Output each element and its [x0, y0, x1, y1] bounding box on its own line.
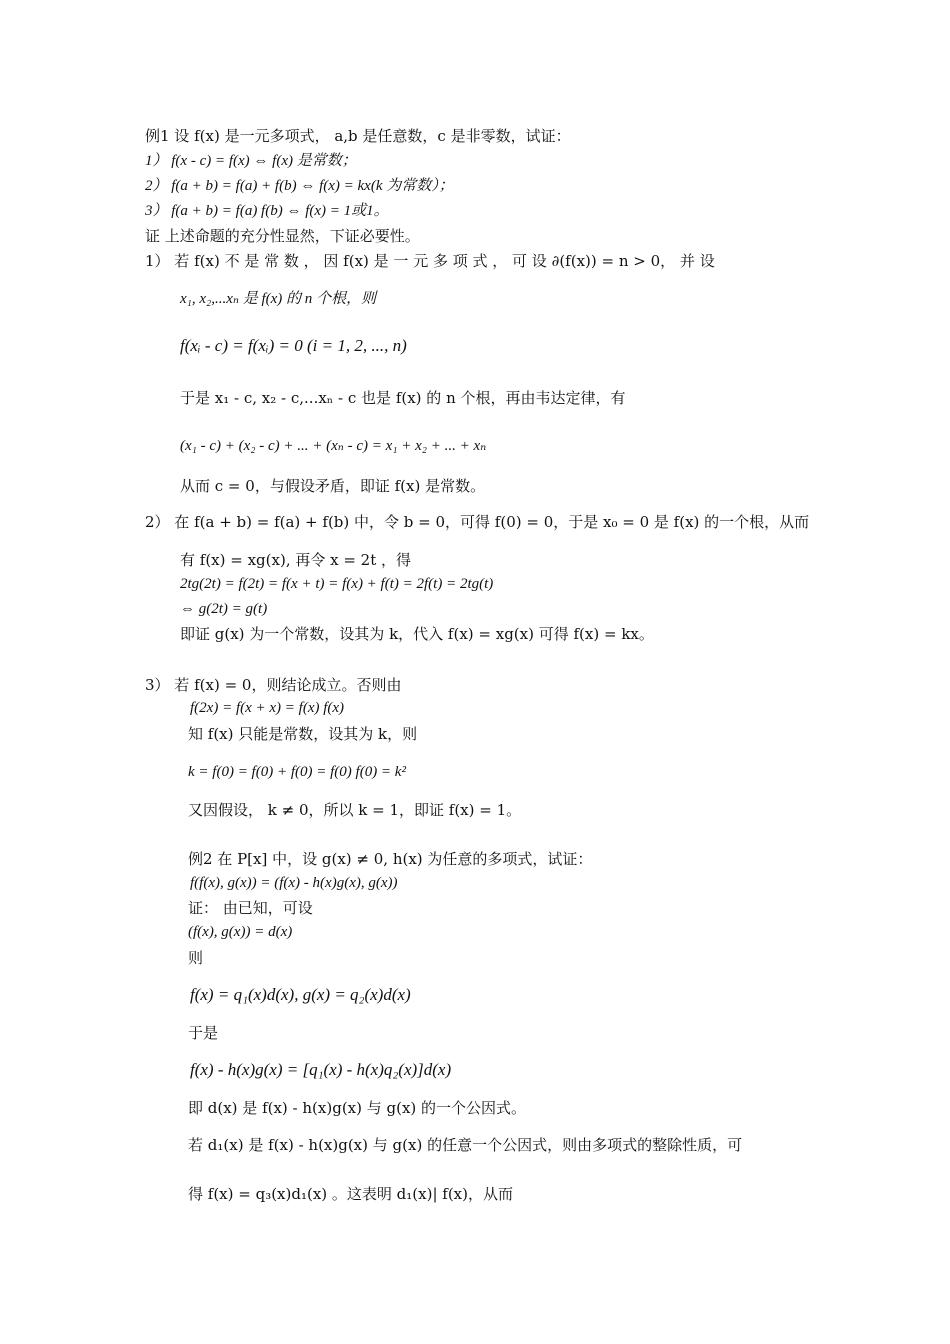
example2-claim: f(f(x), g(x)) = (f(x) - h(x)g(x), g(x)) — [190, 875, 398, 891]
example1-item-2: 2） f(a + b) = f(a) + f(b) ⇔ f(x) = kx(k 为常数）； — [145, 178, 454, 194]
example1-intro: 例1 设 f(x) 是一元多项式， a,b 是任意数，c 是非零数，试证： — [145, 127, 571, 145]
example2-proof-line-2: (f(x), g(x)) = d(x) — [188, 924, 293, 940]
example2-proof-line-3: 则 — [188, 949, 204, 967]
proof3-line-4: k = f(0) = f(0) + f(0) = f(0) f(0) = k² — [188, 764, 406, 780]
proof1-line-2: x₁, x₂,...xₙ 是 f(x) 的 n 个根，则 — [180, 291, 377, 307]
proof3-line-3: 知 f(x) 只能是常数，设其为 k，则 — [188, 725, 418, 743]
example2-proof-line-6: f(x) - h(x)g(x) = [q₁(x) - h(x)q₂(x)]d(x) — [190, 1060, 452, 1079]
proof3-line-5: 又因假设， k ≠ 0，所以 k = 1，即证 f(x) = 1。 — [188, 801, 522, 819]
example2-intro: 例2 在 P[x] 中，设 g(x) ≠ 0, h(x) 为任意的多项式，试证： — [188, 850, 593, 868]
example2-proof-line-7: 即 d(x) 是 f(x) - h(x)g(x) 与 g(x) 的一个公因式。 — [188, 1099, 527, 1117]
proof-intro: 证 上述命题的充分性显然，下证必要性。 — [145, 227, 420, 245]
proof3-line-2: f(2x) = f(x + x) = f(x) f(x) — [190, 700, 345, 716]
example2-proof-line-9: 得 f(x) = q₃(x)d₁(x) 。这表明 d₁(x)| f(x)，从而 — [188, 1185, 513, 1203]
example2-proof-line-8: 若 d₁(x) 是 f(x) - h(x)g(x) 与 g(x) 的任意一个公因式，则由多项式的整除性质，可 — [188, 1136, 743, 1154]
example2-proof-line-4: f(x) = q₁(x)d(x), g(x) = q₂(x)d(x) — [190, 985, 411, 1004]
proof2-line-1: 2） 在 f(a + b) = f(a) + f(b) 中，令 b = 0，可得 f(0) = 0，于是 x₀ = 0 是 f(x) 的一个根，从而 — [145, 513, 810, 531]
proof1-line-5: (x₁ - c) + (x₂ - c) + ... + (xₙ - c) = x₁ + x₂ + ... + xₙ — [180, 438, 487, 454]
example2-proof-line-1: 证： 由已知，可设 — [188, 899, 313, 917]
proof1-line-1: 1） 若 f(x) 不 是 常 数 ， 因 f(x) 是 一 元 多 项 式 ， 可 设 ∂(f(x)) = n > 0， 并 设 — [145, 252, 715, 270]
proof1-line-3: f(xᵢ - c) = f(xᵢ) = 0 (i = 1, 2, ..., n) — [180, 336, 407, 355]
proof2-line-5: 即证 g(x) 为一个常数，设其为 k，代入 f(x) = xg(x) 可得 f(x) = kx。 — [180, 625, 654, 643]
proof1-line-4: 于是 x₁ - c, x₂ - c,...xₙ - c 也是 f(x) 的 n 个根，再由韦达定律，有 — [180, 389, 626, 407]
proof3-line-1: 3） 若 f(x) = 0，则结论成立。否则由 — [145, 676, 402, 694]
proof2-line-3: 2tg(2t) = f(2t) = f(x + t) = f(x) + f(t) = 2f(t) = 2tg(t) — [180, 576, 494, 592]
example1-item-1: 1） f(x - c) = f(x) ⇔ f(x) 是常数； — [145, 153, 357, 169]
proof1-line-6: 从而 c = 0，与假设矛盾，即证 f(x) 是常数。 — [180, 477, 486, 495]
proof2-line-2: 有 f(x) = xg(x), 再令 x = 2t ，得 — [180, 551, 412, 569]
proof2-line-4: ⇔ g(2t) = g(t) — [180, 601, 268, 617]
example2-proof-line-5: 于是 — [188, 1024, 219, 1042]
example1-item-3: 3） f(a + b) = f(a) f(b) ⇔ f(x) = 1或1。 — [145, 203, 389, 219]
